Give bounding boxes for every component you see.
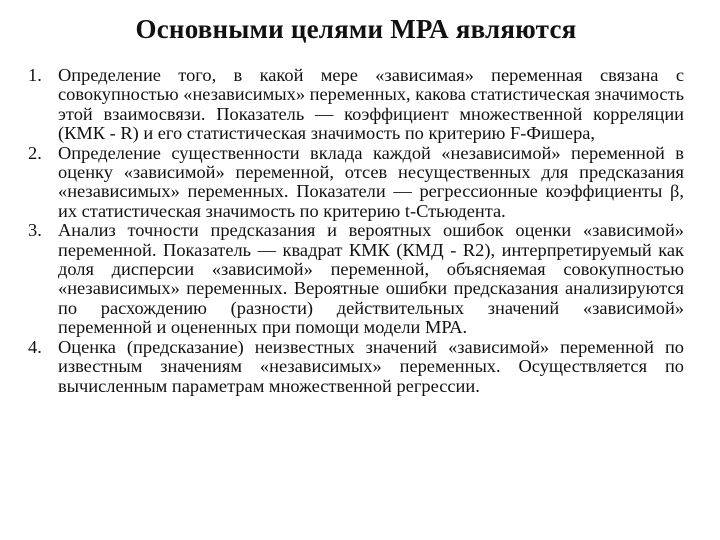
- goal-number-2: 2.: [28, 142, 42, 163]
- goal-number-3: 3.: [28, 220, 42, 241]
- goal-text-1: Определение того, в какой мере «зависимая» переменная связана с совокупностью «независимых» переменных, какова статистическая значимость этой взаимосвязи. Показатель — коэффициент множественной корреляции (КМК - R) и его статистическая значимость по критерию F-Фишера,: [58, 65, 684, 144]
- goal-item-3: [28, 221, 684, 337]
- goal-text-2: Определение существенности вклада каждой «независимой» переменной в оценку «зависимой» переменной, отсев несущественных для предсказания «независимых» переменных. Показатели — регрессионные коэффициенты β, их статистическая значимость по критерию t-Стьюдента.: [58, 142, 684, 221]
- goal-number-4: 4.: [28, 336, 42, 357]
- goal-text-4: Оценка (предсказание) неизвестных значений «зависимой» переменной по известным значениям «независимых» переменных. Осуществляется по вычисленным параметрам множественной регрессии.: [58, 336, 684, 396]
- goal-item-1: [28, 66, 684, 144]
- goal-item-2: [28, 144, 684, 222]
- goal-number-1: 1.: [28, 65, 42, 85]
- goals-list: [28, 66, 684, 396]
- goal-item-4: [28, 338, 684, 396]
- slide-title: Основными целями МРА являются: [135, 14, 577, 44]
- goal-text-3: Анализ точности предсказания и вероятных ошибок оценки «зависимой» переменной. Показатель — квадрат КМК (КМД - R2), интерпретируемый как доля дисперсии «зависимой» переменной, объясняемая совокупностью «независимых» переменных. Вероятные ошибки предсказания анализируются по расхождению (разности) действительных значений «зависимой» переменной и оцененных при помощи модели МРА.: [58, 220, 684, 338]
